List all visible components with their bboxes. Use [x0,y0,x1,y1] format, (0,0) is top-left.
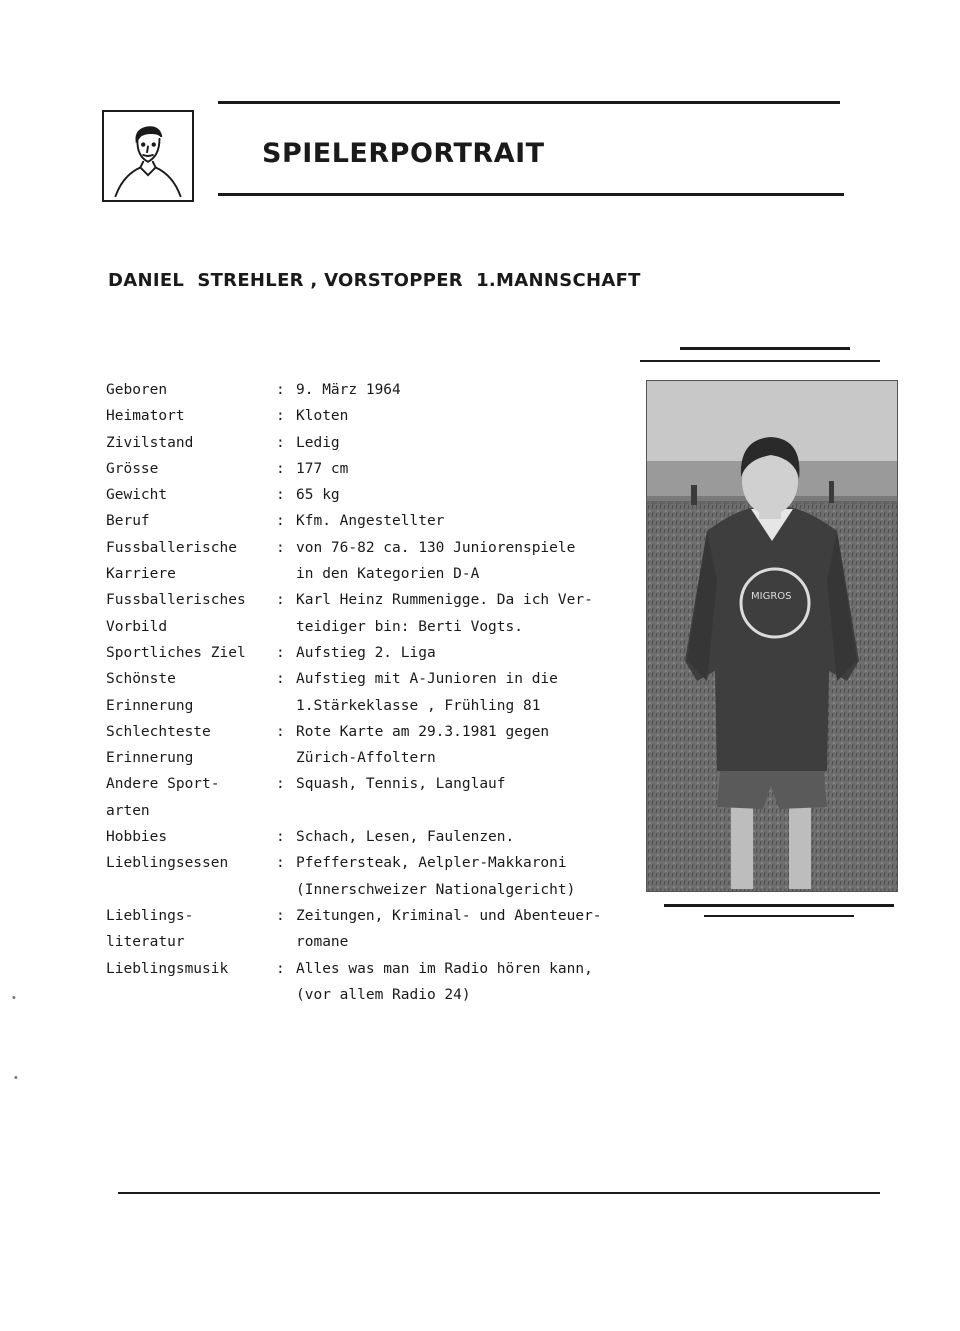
detail-label: Lieblingsmusik [106,960,229,977]
detail-value: Kloten [296,408,349,425]
detail-label: Zivilstand [106,434,194,451]
detail-row [106,745,646,771]
detail-row [106,693,646,719]
detail-label: Andere Sport- [106,776,220,793]
detail-colon: : [276,829,285,846]
detail-label: Fussballerisches [106,592,246,609]
scan-mark: • [14,1072,18,1084]
detail-colon: : [276,960,285,977]
detail-value: Pfeffersteak, Aelpler-Makkaroni [296,855,567,872]
detail-label: Gewicht [106,487,168,504]
detail-colon: : [276,855,285,872]
detail-value: in den Kategorien D-A [296,566,480,583]
detail-row [106,877,646,903]
player-photo [646,380,898,892]
detail-colon: : [276,382,285,398]
svg-text:MIGROS: MIGROS [751,591,792,602]
detail-row [106,850,646,876]
detail-label: Lieblings- [106,907,194,924]
detail-row [106,956,646,982]
detail-row [106,719,646,745]
detail-row [106,587,646,613]
detail-colon: : [276,907,285,924]
detail-label: Erinnerung [106,697,194,714]
scan-mark: • [12,992,16,1004]
detail-row [106,377,646,403]
detail-label: arten [106,802,150,819]
detail-label: Schlechteste [106,723,211,740]
detail-row [106,430,646,456]
detail-colon: : [276,539,285,556]
detail-value: von 76-82 ca. 130 Juniorenspiele [296,539,576,556]
detail-colon: : [276,644,285,661]
detail-value: Aufstieg mit A-Junioren in die [296,671,558,688]
detail-label: Schönste [106,671,176,688]
detail-row [106,482,646,508]
detail-label: Fussballerische [106,539,237,556]
detail-row [106,771,646,797]
photo-top-rule-long [640,360,880,362]
detail-value: 1.Stärkeklasse , Frühling 81 [296,697,541,714]
page-title: SPIELERPORTRAIT [262,138,545,169]
detail-value: 65 kg [296,487,340,504]
detail-row [106,614,646,640]
player-heading: DANIEL STREHLER , VORSTOPPER 1.MANNSCHAFT [108,270,641,291]
detail-label: Vorbild [106,618,168,635]
detail-label: Sportliches Ziel [106,644,246,661]
footer-rule [118,1192,880,1194]
detail-value: Squash, Tennis, Langlauf [296,776,506,793]
detail-value: Schach, Lesen, Faulenzen. [296,829,515,846]
detail-colon: : [276,592,285,609]
header-bottom-rule [218,193,844,196]
detail-row [106,666,646,692]
detail-label: Heimatort [106,408,185,425]
detail-colon: : [276,434,285,451]
detail-value: Alles was man im Radio hören kann, [296,960,593,977]
player-face-icon [102,110,194,202]
photo-bottom-rule-long [664,904,894,907]
photo-bottom-rule-short [704,915,854,917]
detail-value: romane [296,934,349,951]
detail-label: literatur [106,934,185,951]
detail-colon: : [276,487,285,504]
detail-value: 177 cm [296,460,349,477]
detail-value: Ledig [296,434,340,451]
detail-value: (vor allem Radio 24) [296,986,471,1003]
detail-label: Grösse [106,460,159,477]
detail-label: Geboren [106,382,168,398]
detail-value: Karl Heinz Rummenigge. Da ich Ver- [296,592,593,609]
detail-row [106,561,646,587]
detail-value: Zeitungen, Kriminal- und Abenteuer- [296,907,602,924]
detail-row [106,982,646,1008]
photo-top-rule-short [680,347,850,350]
detail-label: Hobbies [106,829,168,846]
detail-row [106,535,646,561]
detail-colon: : [276,460,285,477]
detail-colon: : [276,723,285,740]
details-list [106,377,646,1008]
detail-row [106,456,646,482]
detail-colon: : [276,776,285,793]
detail-value: Rote Karte am 29.3.1981 gegen [296,723,550,740]
detail-label: Beruf [106,513,150,530]
detail-value: Aufstieg 2. Liga [296,644,436,661]
detail-label: Karriere [106,566,176,583]
detail-value: Zürich-Affoltern [296,750,436,767]
detail-label: Erinnerung [106,750,194,767]
detail-colon: : [276,671,285,688]
detail-row [106,903,646,929]
detail-value: teidiger bin: Berti Vogts. [296,618,523,635]
detail-colon: : [276,513,285,530]
detail-row [106,929,646,955]
header-top-rule [218,101,840,104]
detail-value: (Innerschweizer Nationalgericht) [296,881,576,898]
detail-colon: : [276,408,285,425]
detail-row [106,403,646,429]
detail-row [106,824,646,850]
detail-row [106,508,646,534]
detail-label: Lieblingsessen [106,855,229,872]
detail-value: 9. März 1964 [296,382,401,398]
detail-row [106,798,646,824]
detail-value: Kfm. Angestellter [296,513,445,530]
detail-row [106,640,646,666]
